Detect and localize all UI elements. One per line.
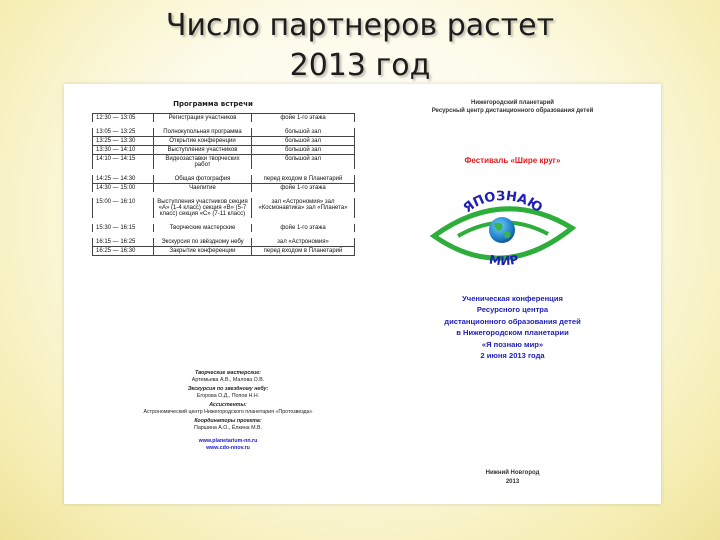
slide-title-line2: 2013 год [289, 48, 431, 83]
earth-globe-icon [489, 217, 515, 243]
eye-logo [428, 184, 578, 274]
conference-title [364, 293, 661, 361]
conf-line1: Ученическая конференция [462, 294, 563, 303]
cell-time: 15:00 — 16:10 [93, 195, 154, 221]
cell-time: 14:25 — 14:30 [93, 172, 154, 184]
cdo-link: www.cdo-nnov.ru [206, 445, 250, 451]
cell-activity: Выступления участников секция «А» (1-4 класс) секция «В» (5-7 класс) секция «С» (7-11 класс) [154, 195, 252, 221]
cell-time: 13:05 — 13:25 [93, 125, 154, 137]
coordinators-names: Паршина А.О., Ёлкина М.В. [194, 425, 262, 431]
table-row [93, 235, 355, 247]
cell-activity: Закрытие конференции [154, 247, 252, 256]
cell-place: большой зал [252, 137, 355, 146]
slide-title-line1: Число партнеров растет [165, 8, 555, 43]
table-row [93, 195, 355, 221]
brochure-image [64, 84, 661, 504]
planetarium-link: www.planetarium-nn.ru [198, 438, 258, 444]
program-title: Программа встречи [173, 100, 253, 108]
tour-heading: Экскурсия по звездному небу: [187, 386, 269, 392]
conf-line4: в Нижегородском планетарии [456, 328, 569, 338]
workshops-heading: Творческие мастерские: [195, 370, 261, 376]
cell-place: большой зал [252, 146, 355, 155]
table-row [93, 125, 355, 137]
cell-place: перед входом в Планетарий [252, 247, 355, 256]
conf-line5: «Я познаю мир» [481, 339, 544, 349]
cell-place: фойе 1-го этажа [252, 221, 355, 235]
cell-activity: Полнокупольная программа [154, 125, 252, 137]
cell-activity: Творческие мастерские [154, 221, 252, 235]
cell-time: 13:25 — 13:30 [93, 137, 154, 146]
logo-top-text: ЯПОЗНАЮ [460, 188, 545, 217]
organizer-line2: Ресурсный центр дистанционного образования детей [431, 108, 594, 114]
conf-line2: Ресурсного центра [476, 305, 549, 315]
cell-time: 14:10 — 14:15 [93, 155, 154, 173]
cell-place: фойе 1-го этажа [252, 184, 355, 196]
cell-activity: Видеозаставки творческих работ [154, 155, 252, 173]
organizer-line1: Нижегородский планетарий [471, 100, 554, 106]
table-row [93, 146, 355, 155]
cell-time: 12:30 — 13:05 [93, 114, 154, 126]
conf-line6: 2 июня 2013 года [480, 351, 545, 361]
program-table [92, 113, 355, 256]
coordinators-heading: Координаторы проекта: [194, 418, 262, 424]
assistants-heading: Ассистенты: [209, 402, 247, 408]
cell-place: зал «Астрономия» [252, 235, 355, 247]
table-row [93, 172, 355, 184]
cell-time: 16:25 — 16:30 [93, 247, 154, 256]
city: Нижний Новгород [485, 470, 540, 476]
table-row [93, 114, 355, 126]
cell-place: большой зал [252, 125, 355, 137]
tour-names: Егорова О.Д., Попов Н.Н. [196, 393, 260, 399]
cell-activity: Чаепитие [154, 184, 252, 196]
cell-time: 15:30 — 16:15 [93, 221, 154, 235]
workshops-names: Артемьева А.В., Малова О.В. [191, 377, 265, 383]
cell-activity: Открытие конференции [154, 137, 252, 146]
cell-place: большой зал [252, 155, 355, 173]
table-row [93, 247, 355, 256]
year: 2013 [505, 479, 520, 485]
table-row [93, 184, 355, 196]
conf-line3: дистанционного образования детей [444, 316, 581, 326]
organizer [364, 99, 661, 115]
cell-activity: Экскурсия по звёздному небу [154, 235, 252, 247]
slide-title [0, 6, 720, 86]
credits [134, 370, 322, 454]
cell-place: перед входом в Планетарий [252, 172, 355, 184]
cell-time: 13:30 — 14:10 [93, 146, 154, 155]
table-row [93, 137, 355, 146]
festival-title: Фестиваль «Шире круг» [464, 156, 561, 165]
cell-place: фойе 1-го этажа [252, 114, 355, 126]
cell-time: 14:30 — 15:00 [93, 184, 154, 196]
cell-place: зал «Астрономия» зал «Космонавтика» зал «Планета» [252, 195, 355, 221]
assistants-org: Астрономический центр Нижегородского планетария «Протозвезда» [143, 409, 313, 415]
cover-page [364, 84, 661, 504]
cell-activity: Общая фотография [154, 172, 252, 184]
cell-activity: Регистрация участников [154, 114, 252, 126]
table-row [93, 221, 355, 235]
cell-activity: Выступления участников [154, 146, 252, 155]
table-row [93, 155, 355, 173]
city-year [364, 469, 661, 487]
cell-time: 16:15 — 16:25 [93, 235, 154, 247]
logo-bottom-text: МИР [488, 252, 520, 269]
